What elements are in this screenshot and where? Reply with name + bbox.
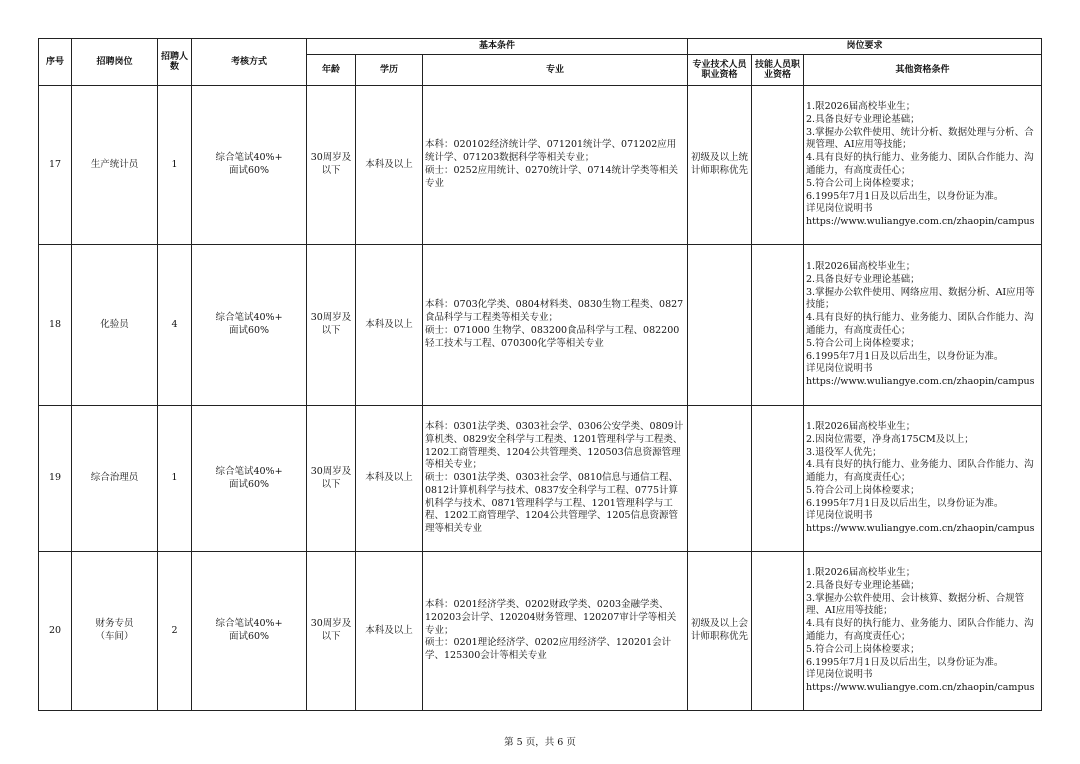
table-row xyxy=(39,245,1042,406)
cell-tech-qual: 初级及以上统计师职称优先 xyxy=(688,86,752,245)
cell-education: 本科及以上 xyxy=(356,406,423,552)
cell-major: 本科：0703化学类、0804材料类、0830生物工程类、0827食品科学与工程类等相关专业； 硕士：071000 生物学、083200食品科学与工程、082200轻工技术与工程、070300化学等相关专业 xyxy=(423,245,688,406)
cell-skill-qual xyxy=(752,86,804,245)
header-major: 专业 xyxy=(423,55,688,86)
cell-seq: 18 xyxy=(39,245,72,406)
cell-exam: 综合笔试40%+ 面试60% xyxy=(192,552,307,711)
cell-position: 财务专员 （车间） xyxy=(72,552,158,711)
recruitment-table xyxy=(38,38,1042,711)
cell-major: 本科：0201经济学类、0202财政学类、0203金融学类、120203会计学、120204财务管理、120207审计学等相关专业； 硕士：0201理论经济学、0202应用经济学、120201会计学、125300会计等相关专业 xyxy=(423,552,688,711)
cell-tech-qual: 初级及以上会计师职称优先 xyxy=(688,552,752,711)
cell-skill-qual xyxy=(752,552,804,711)
cell-exam: 综合笔试40%+ 面试60% xyxy=(192,86,307,245)
header-seq: 序号 xyxy=(39,39,72,86)
cell-other: 1.限2026届高校毕业生； 2.具备良好专业理论基础； 3.掌握办公软件使用、网络应用、数据分析、AI应用等技能； 4.具有良好的执行能力、业务能力、团队合作能力、沟通能力，有高度责任心； 5.符合公司上岗体检要求； 6.1995年7月1日及以后出生，以身份证为准。 详见岗位说明书 https://www.wuliangye.com.cn/zhaopin/campus xyxy=(804,245,1042,406)
header-position: 招聘岗位 xyxy=(72,39,158,86)
cell-age: 30周岁及以下 xyxy=(307,406,356,552)
cell-skill-qual xyxy=(752,406,804,552)
cell-age: 30周岁及以下 xyxy=(307,552,356,711)
cell-exam: 综合笔试40%+ 面试60% xyxy=(192,245,307,406)
cell-other: 1.限2026届高校毕业生； 2.因岗位需要，净身高175CM及以上； 3.退役军人优先； 4.具有良好的执行能力、业务能力、团队合作能力、沟通能力，有高度责任心； 5.符合公司上岗体检要求； 6.1995年7月1日及以后出生，以身份证为准。 详见岗位说明书 https://www.wuliangye.com.cn/zhaopin/campus xyxy=(804,406,1042,552)
cell-count: 1 xyxy=(158,406,192,552)
cell-position: 化验员 xyxy=(72,245,158,406)
table-row xyxy=(39,406,1042,552)
cell-other: 1.限2026届高校毕业生； 2.具备良好专业理论基础； 3.掌握办公软件使用、会计核算、数据分析、合规管理、AI应用等技能； 4.具有良好的执行能力、业务能力、团队合作能力、沟通能力，有高度责任心； 5.符合公司上岗体检要求； 6.1995年7月1日及以后出生，以身份证为准。 详见岗位说明书 https://www.wuliangye.com.cn/zhaopin/campus xyxy=(804,552,1042,711)
cell-count: 2 xyxy=(158,552,192,711)
cell-count: 1 xyxy=(158,86,192,245)
cell-seq: 19 xyxy=(39,406,72,552)
page-footer: 第 5 页，共 6 页 xyxy=(504,737,576,748)
header-requirements: 岗位要求 xyxy=(688,39,1042,55)
header-count: 招聘人数 xyxy=(158,39,192,86)
cell-age: 30周岁及以下 xyxy=(307,86,356,245)
header-skill-qual: 技能人员职业资格 xyxy=(752,55,804,86)
header-exam: 考核方式 xyxy=(192,39,307,86)
cell-seq: 17 xyxy=(39,86,72,245)
cell-tech-qual xyxy=(688,406,752,552)
header-basic: 基本条件 xyxy=(307,39,688,55)
cell-education: 本科及以上 xyxy=(356,245,423,406)
cell-major: 本科：0301法学类、0303社会学、0306公安学类、0809计算机类、0829安全科学与工程类、1201管理科学与工程类、1202工商管理类、1204公共管理类、120503信息资源管理等相关专业； 硕士：0301法学类、0303社会学、0810信息与通信工程、0812计算机科学与技术、0837安全科学与工程、0775计算机科学与技术、0871管理科学与工程、1201管理科学与工程、1202工商管理学、1204公共管理学、1205信息资源管理等相关专业 xyxy=(423,406,688,552)
header-age: 年龄 xyxy=(307,55,356,86)
cell-position: 生产统计员 xyxy=(72,86,158,245)
cell-education: 本科及以上 xyxy=(356,86,423,245)
cell-position: 综合治理员 xyxy=(72,406,158,552)
cell-skill-qual xyxy=(752,245,804,406)
cell-other: 1.限2026届高校毕业生； 2.具备良好专业理论基础； 3.掌握办公软件使用、统计分析、数据处理与分析、合规管理、AI应用等技能； 4.具有良好的执行能力、业务能力、团队合作能力、沟通能力，有高度责任心； 5.符合公司上岗体检要求； 6.1995年7月1日及以后出生，以身份证为准。 详见岗位说明书 https://www.wuliangye.com.cn/zhaopin/campus xyxy=(804,86,1042,245)
cell-major: 本科：020102经济统计学、071201统计学、071202应用统计学、071203数据科学等相关专业； 硕士：0252应用统计、0270统计学、0714统计学类等相关专业 xyxy=(423,86,688,245)
header-tech-qual: 专业技术人员职业资格 xyxy=(688,55,752,86)
cell-exam: 综合笔试40%+ 面试60% xyxy=(192,406,307,552)
header-education: 学历 xyxy=(356,55,423,86)
cell-tech-qual xyxy=(688,245,752,406)
cell-seq: 20 xyxy=(39,552,72,711)
table-row xyxy=(39,86,1042,245)
cell-age: 30周岁及以下 xyxy=(307,245,356,406)
header-other: 其他资格条件 xyxy=(804,55,1042,86)
cell-count: 4 xyxy=(158,245,192,406)
table-row xyxy=(39,552,1042,711)
cell-education: 本科及以上 xyxy=(356,552,423,711)
